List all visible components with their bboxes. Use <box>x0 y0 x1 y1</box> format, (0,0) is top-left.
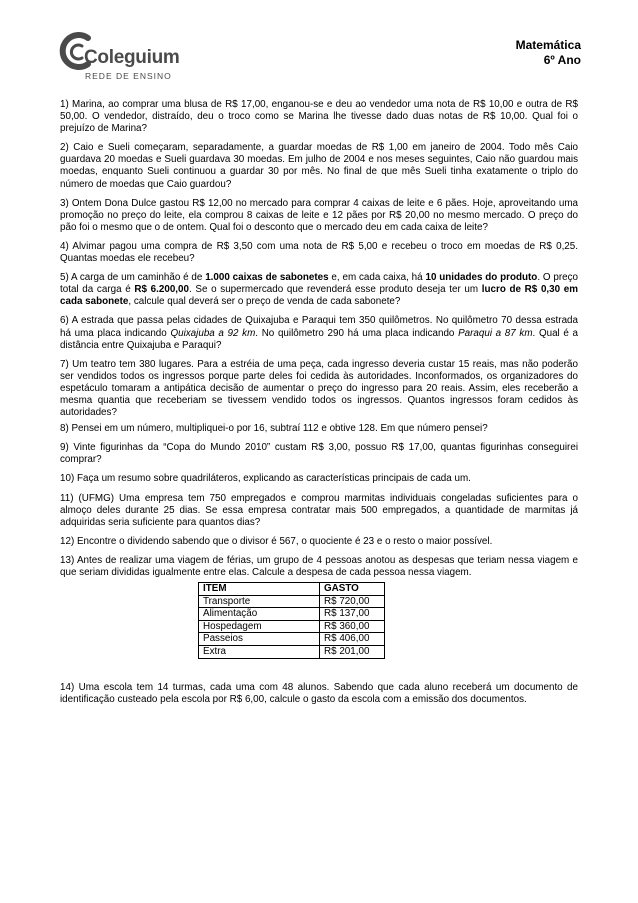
table-header-row <box>199 583 385 596</box>
question-4: 4) Alvimar pagou uma compra de R$ 3,50 com uma nota de R$ 5,00 e recebeu o troco em moedas de R$ 0,25. Quantas moedas ele recebeu? <box>60 240 578 265</box>
logo-subtitle: REDE DE ENSINO <box>85 71 172 81</box>
q5-text-5: , calcule qual deverá ser o preço de venda de cada sabonete? <box>128 296 401 308</box>
table-header-item: ITEM <box>199 583 320 596</box>
q5-text-2: e, em cada caixa, há <box>328 272 426 284</box>
q5-text-4: . Se o supermercado que revenderá esse produto deseja ter um <box>188 284 482 296</box>
table-cell: R$ 720,00 <box>320 595 385 608</box>
table-row <box>199 620 385 633</box>
question-13: 13) Antes de realizar uma viagem de férias, um grupo de 4 pessoas anotou as despesas que teriam nessa viagem e que seriam divididas igualmente entre elas. Calcule a despesa de cada pessoa nessa viagem. <box>60 554 578 578</box>
q5-text-1: 5) A carga de um caminhão é de <box>60 272 206 284</box>
table-cell: Passeios <box>199 633 320 646</box>
question-list <box>60 99 578 713</box>
question-11: 11) (UFMG) Uma empresa tem 750 empregados e comprou marmitas individuais congeladas suficientes para o almoço deles durante 25 dias. Se essa empresa contratar mais 500 empregados, a quantidade de marmitas já adquiridas seria suficiente para quantos dias? <box>60 492 578 528</box>
table-cell: R$ 137,00 <box>320 608 385 621</box>
coleguium-logo <box>58 30 198 86</box>
table-cell: R$ 360,00 <box>320 620 385 633</box>
grade-title: 6º Ano <box>543 53 581 67</box>
document-header <box>516 38 581 68</box>
table-row <box>199 608 385 621</box>
table-header-gasto: GASTO <box>320 583 385 596</box>
question-14: 14) Uma escola tem 14 turmas, cada uma com 48 alunos. Sabendo que cada aluno receberá um documento de identificação custeado pela escola por R$ 6,00, calcule o gasto da escola com a emissão dos documentos. <box>60 681 578 705</box>
question-10: 10) Faça um resumo sobre quadriláteros, explicando as características principais de cada um. <box>60 473 471 485</box>
table-row <box>199 646 385 659</box>
q5-text-3: . O preço total da carga é <box>60 272 578 296</box>
expenses-table <box>198 582 385 659</box>
table-cell: Hospedagem <box>199 620 320 633</box>
question-1: 1) Marina, ao comprar uma blusa de R$ 17,00, enganou-se e deu ao vendedor uma nota de R$ 10,00 e outra de R$ 50,00. O vendedor, distraído, deu o troco como se Marina lhe tivesse dado duas notas de R$ 10,00. Qual foi o prejuízo de Marina? <box>60 99 578 135</box>
question-3: 3) Ontem Dona Dulce gastou R$ 12,00 no mercado para comprar 4 caixas de leite e 6 pães. Hoje, aproveitando uma promoção no preço do leite, ela comprou 8 caixas de leite e 12 pães por R$ 20,00 no mesmo mercado. O preço do pão foi o mesmo que o de ontem. Qual foi o desconto que o mercado deu em cada caixa de leite? <box>60 197 578 233</box>
table-cell: R$ 406,00 <box>320 633 385 646</box>
question-2: 2) Caio e Sueli começaram, separadamente, a guardar moedas de R$ 1,00 em janeiro de 2004. Todo mês Caio guardava 20 moedas e Sueli guardava 30 moedas. Em julho de 2004 e nos meses seguintes, Caio não guardou mais moedas, enquanto Sueli continuou a guardar 30 por mês. No final de que mês Sueli tinha exatamente o triplo do número de moedas que Caio guardou? <box>60 142 578 190</box>
question-9: 9) Vinte figurinhas da “Copa do Mundo 2010” custam R$ 3,00, possuo R$ 17,00, quantas figurinhas conseguirei comprar? <box>60 442 578 466</box>
q5-bold-3: R$ 6.200,00 <box>134 284 189 296</box>
table-row <box>199 633 385 646</box>
subject-title: Matemática <box>515 38 581 52</box>
q5-bold-4: lucro de R$ 0,30 em cada sabonete <box>60 284 579 308</box>
q5-bold-1: 1.000 caixas de sabonetes <box>205 272 329 284</box>
question-8: 8) Pensei em um número, multipliquei-o por 16, subtraí 112 e obtive 128. Em que número pensei? <box>60 423 488 435</box>
q6-text-1: 6) A estrada que passa pelas cidades de Quixajuba e Paraqui tem 350 quilômetros. No quilômetro 70 dessa estrada há uma placa indicando <box>60 315 578 339</box>
q6-italic-2: Paraqui a 87 km <box>458 327 533 339</box>
table-cell: R$ 201,00 <box>320 646 385 659</box>
question-6 <box>60 315 578 351</box>
q6-text-3: . Qual é a distância entre Quixajuba e Paraqui? <box>60 327 579 351</box>
table-cell: Alimentação <box>199 608 320 621</box>
question-12: 12) Encontre o dividendo sabendo que o divisor é 567, o quociente é 23 e o resto o maior possível. <box>60 535 493 547</box>
q5-bold-2: 10 unidades do produto <box>425 272 538 284</box>
table-cell: Transporte <box>199 595 320 608</box>
question-5 <box>60 272 578 308</box>
q6-text-2: . No quilômetro 290 há uma placa indicando <box>255 327 459 339</box>
table-row <box>199 595 385 608</box>
question-7: 7) Um teatro tem 380 lugares. Para a estréia de uma peça, cada ingresso deveria custar 15 reais, mas não poderão ser vendidos todos os ingressos porque parte deles foi cedida às autoridades. Inconformados, os organizadores do espetáculo tomaram a antipática decisão de aumentar o preço do ingresso para 20 reais. Assim, eles receberão a mesma quantia que receberiam se tivessem vendido todos os ingressos. Quantos ingressos foram cedidos às autoridades? <box>60 358 578 419</box>
q6-italic-1: Quixajuba a 92 km <box>170 327 256 339</box>
table-cell: Extra <box>199 646 320 659</box>
logo-wordmark: Coleguium <box>84 47 180 68</box>
